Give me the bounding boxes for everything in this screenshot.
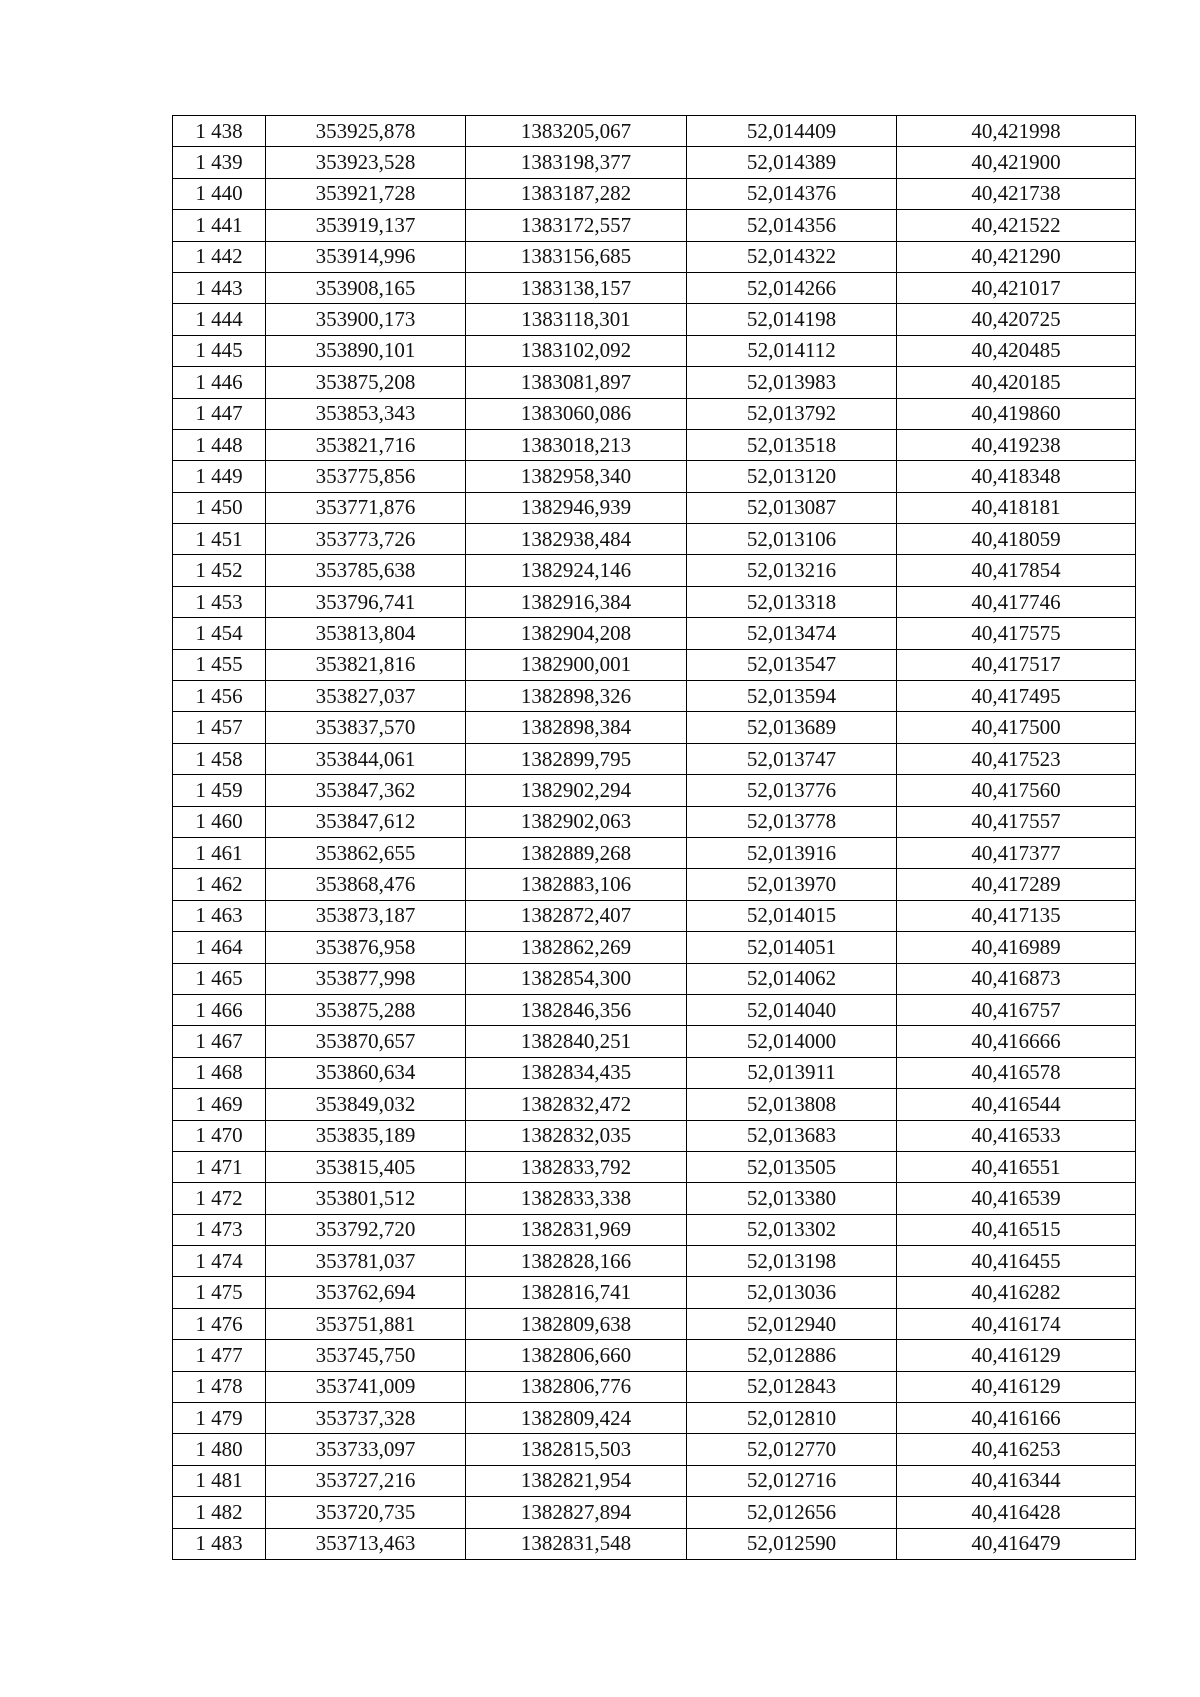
point-number-cell: 1 472 — [173, 1183, 266, 1214]
point-number-cell: 1 457 — [173, 712, 266, 743]
x-coordinate-cell: 353785,638 — [266, 555, 466, 586]
table-row — [173, 994, 1136, 1025]
table-row — [173, 618, 1136, 649]
table-row — [173, 335, 1136, 366]
point-number-cell: 1 482 — [173, 1497, 266, 1528]
table-row — [173, 1528, 1136, 1559]
point-number-cell: 1 461 — [173, 837, 266, 868]
latitude-cell: 52,013380 — [687, 1183, 897, 1214]
table-row — [173, 1497, 1136, 1528]
table-row — [173, 492, 1136, 523]
x-coordinate-cell: 353781,037 — [266, 1246, 466, 1277]
y-coordinate-cell: 1382806,660 — [466, 1340, 687, 1371]
latitude-cell: 52,012940 — [687, 1308, 897, 1339]
x-coordinate-cell: 353862,655 — [266, 837, 466, 868]
latitude-cell: 52,013505 — [687, 1151, 897, 1182]
latitude-cell: 52,014389 — [687, 147, 897, 178]
y-coordinate-cell: 1382889,268 — [466, 837, 687, 868]
latitude-cell: 52,014198 — [687, 304, 897, 335]
y-coordinate-cell: 1382831,969 — [466, 1214, 687, 1245]
longitude-cell: 40,416282 — [897, 1277, 1136, 1308]
point-number-cell: 1 452 — [173, 555, 266, 586]
y-coordinate-cell: 1382898,326 — [466, 681, 687, 712]
point-number-cell: 1 438 — [173, 116, 266, 147]
y-coordinate-cell: 1382898,384 — [466, 712, 687, 743]
table-row — [173, 963, 1136, 994]
longitude-cell: 40,418059 — [897, 524, 1136, 555]
longitude-cell: 40,421522 — [897, 210, 1136, 241]
y-coordinate-cell: 1382827,894 — [466, 1497, 687, 1528]
x-coordinate-cell: 353727,216 — [266, 1465, 466, 1496]
x-coordinate-cell: 353908,165 — [266, 272, 466, 303]
latitude-cell: 52,013970 — [687, 869, 897, 900]
point-number-cell: 1 479 — [173, 1403, 266, 1434]
x-coordinate-cell: 353890,101 — [266, 335, 466, 366]
longitude-cell: 40,420185 — [897, 367, 1136, 398]
y-coordinate-cell: 1382883,106 — [466, 869, 687, 900]
y-coordinate-cell: 1382902,063 — [466, 806, 687, 837]
x-coordinate-cell: 353837,570 — [266, 712, 466, 743]
x-coordinate-cell: 353844,061 — [266, 743, 466, 774]
latitude-cell: 52,012656 — [687, 1497, 897, 1528]
point-number-cell: 1 466 — [173, 994, 266, 1025]
point-number-cell: 1 478 — [173, 1371, 266, 1402]
longitude-cell: 40,417523 — [897, 743, 1136, 774]
point-number-cell: 1 456 — [173, 681, 266, 712]
table-row — [173, 241, 1136, 272]
point-number-cell: 1 439 — [173, 147, 266, 178]
latitude-cell: 52,014062 — [687, 963, 897, 994]
longitude-cell: 40,417500 — [897, 712, 1136, 743]
table-row — [173, 555, 1136, 586]
latitude-cell: 52,012770 — [687, 1434, 897, 1465]
point-number-cell: 1 459 — [173, 775, 266, 806]
y-coordinate-cell: 1383198,377 — [466, 147, 687, 178]
longitude-cell: 40,416129 — [897, 1371, 1136, 1402]
table-row — [173, 1214, 1136, 1245]
latitude-cell: 52,013776 — [687, 775, 897, 806]
latitude-cell: 52,012886 — [687, 1340, 897, 1371]
latitude-cell: 52,013778 — [687, 806, 897, 837]
latitude-cell: 52,013106 — [687, 524, 897, 555]
longitude-cell: 40,421017 — [897, 272, 1136, 303]
longitude-cell: 40,419238 — [897, 429, 1136, 460]
point-number-cell: 1 475 — [173, 1277, 266, 1308]
point-number-cell: 1 460 — [173, 806, 266, 837]
longitude-cell: 40,417289 — [897, 869, 1136, 900]
point-number-cell: 1 450 — [173, 492, 266, 523]
x-coordinate-cell: 353821,716 — [266, 429, 466, 460]
latitude-cell: 52,014040 — [687, 994, 897, 1025]
latitude-cell: 52,014409 — [687, 116, 897, 147]
point-number-cell: 1 473 — [173, 1214, 266, 1245]
table-row — [173, 1465, 1136, 1496]
table-row — [173, 524, 1136, 555]
latitude-cell: 52,013747 — [687, 743, 897, 774]
longitude-cell: 40,416544 — [897, 1089, 1136, 1120]
longitude-cell: 40,418348 — [897, 461, 1136, 492]
longitude-cell: 40,416989 — [897, 932, 1136, 963]
point-number-cell: 1 442 — [173, 241, 266, 272]
y-coordinate-cell: 1382832,035 — [466, 1120, 687, 1151]
y-coordinate-cell: 1382809,638 — [466, 1308, 687, 1339]
table-row — [173, 712, 1136, 743]
latitude-cell: 52,013198 — [687, 1246, 897, 1277]
point-number-cell: 1 469 — [173, 1089, 266, 1120]
x-coordinate-cell: 353773,726 — [266, 524, 466, 555]
table-row — [173, 147, 1136, 178]
table-row — [173, 932, 1136, 963]
table-row — [173, 272, 1136, 303]
table-row — [173, 210, 1136, 241]
x-coordinate-cell: 353713,463 — [266, 1528, 466, 1559]
latitude-cell: 52,013594 — [687, 681, 897, 712]
y-coordinate-cell: 1382900,001 — [466, 649, 687, 680]
latitude-cell: 52,013120 — [687, 461, 897, 492]
table-row — [173, 586, 1136, 617]
y-coordinate-cell: 1383172,557 — [466, 210, 687, 241]
table-row — [173, 178, 1136, 209]
x-coordinate-cell: 353827,037 — [266, 681, 466, 712]
point-number-cell: 1 476 — [173, 1308, 266, 1339]
x-coordinate-cell: 353815,405 — [266, 1151, 466, 1182]
y-coordinate-cell: 1382833,792 — [466, 1151, 687, 1182]
table-row — [173, 1151, 1136, 1182]
table-row — [173, 1403, 1136, 1434]
longitude-cell: 40,417746 — [897, 586, 1136, 617]
x-coordinate-cell: 353821,816 — [266, 649, 466, 680]
latitude-cell: 52,013087 — [687, 492, 897, 523]
latitude-cell: 52,014015 — [687, 900, 897, 931]
table-row — [173, 367, 1136, 398]
y-coordinate-cell: 1382828,166 — [466, 1246, 687, 1277]
y-coordinate-cell: 1382899,795 — [466, 743, 687, 774]
x-coordinate-cell: 353876,958 — [266, 932, 466, 963]
point-number-cell: 1 464 — [173, 932, 266, 963]
latitude-cell: 52,013689 — [687, 712, 897, 743]
y-coordinate-cell: 1382872,407 — [466, 900, 687, 931]
latitude-cell: 52,014051 — [687, 932, 897, 963]
y-coordinate-cell: 1383060,086 — [466, 398, 687, 429]
longitude-cell: 40,416129 — [897, 1340, 1136, 1371]
x-coordinate-cell: 353771,876 — [266, 492, 466, 523]
point-number-cell: 1 440 — [173, 178, 266, 209]
point-number-cell: 1 468 — [173, 1057, 266, 1088]
longitude-cell: 40,421900 — [897, 147, 1136, 178]
longitude-cell: 40,416455 — [897, 1246, 1136, 1277]
x-coordinate-cell: 353860,634 — [266, 1057, 466, 1088]
x-coordinate-cell: 353870,657 — [266, 1026, 466, 1057]
x-coordinate-cell: 353875,208 — [266, 367, 466, 398]
y-coordinate-cell: 1382832,472 — [466, 1089, 687, 1120]
latitude-cell: 52,013547 — [687, 649, 897, 680]
point-number-cell: 1 474 — [173, 1246, 266, 1277]
longitude-cell: 40,417575 — [897, 618, 1136, 649]
point-number-cell: 1 480 — [173, 1434, 266, 1465]
point-number-cell: 1 448 — [173, 429, 266, 460]
table-row — [173, 869, 1136, 900]
longitude-cell: 40,421998 — [897, 116, 1136, 147]
point-number-cell: 1 483 — [173, 1528, 266, 1559]
table-row — [173, 1120, 1136, 1151]
latitude-cell: 52,014322 — [687, 241, 897, 272]
latitude-cell: 52,012810 — [687, 1403, 897, 1434]
longitude-cell: 40,416174 — [897, 1308, 1136, 1339]
y-coordinate-cell: 1382904,208 — [466, 618, 687, 649]
point-number-cell: 1 445 — [173, 335, 266, 366]
x-coordinate-cell: 353925,878 — [266, 116, 466, 147]
x-coordinate-cell: 353914,996 — [266, 241, 466, 272]
table-row — [173, 304, 1136, 335]
table-row — [173, 900, 1136, 931]
latitude-cell: 52,013683 — [687, 1120, 897, 1151]
point-number-cell: 1 467 — [173, 1026, 266, 1057]
point-number-cell: 1 453 — [173, 586, 266, 617]
table-row — [173, 649, 1136, 680]
y-coordinate-cell: 1383102,092 — [466, 335, 687, 366]
table-row — [173, 1434, 1136, 1465]
y-coordinate-cell: 1382958,340 — [466, 461, 687, 492]
y-coordinate-cell: 1382840,251 — [466, 1026, 687, 1057]
y-coordinate-cell: 1382821,954 — [466, 1465, 687, 1496]
point-number-cell: 1 477 — [173, 1340, 266, 1371]
latitude-cell: 52,014266 — [687, 272, 897, 303]
latitude-cell: 52,013983 — [687, 367, 897, 398]
longitude-cell: 40,419860 — [897, 398, 1136, 429]
longitude-cell: 40,416166 — [897, 1403, 1136, 1434]
x-coordinate-cell: 353801,512 — [266, 1183, 466, 1214]
point-number-cell: 1 444 — [173, 304, 266, 335]
longitude-cell: 40,416757 — [897, 994, 1136, 1025]
latitude-cell: 52,013911 — [687, 1057, 897, 1088]
table-row — [173, 1308, 1136, 1339]
y-coordinate-cell: 1382902,294 — [466, 775, 687, 806]
x-coordinate-cell: 353762,694 — [266, 1277, 466, 1308]
table-row — [173, 1246, 1136, 1277]
table-row — [173, 743, 1136, 774]
x-coordinate-cell: 353853,343 — [266, 398, 466, 429]
x-coordinate-cell: 353919,137 — [266, 210, 466, 241]
longitude-cell: 40,417517 — [897, 649, 1136, 680]
longitude-cell: 40,416539 — [897, 1183, 1136, 1214]
x-coordinate-cell: 353720,735 — [266, 1497, 466, 1528]
longitude-cell: 40,421738 — [897, 178, 1136, 209]
longitude-cell: 40,420725 — [897, 304, 1136, 335]
latitude-cell: 52,014376 — [687, 178, 897, 209]
y-coordinate-cell: 1383081,897 — [466, 367, 687, 398]
latitude-cell: 52,014356 — [687, 210, 897, 241]
y-coordinate-cell: 1383118,301 — [466, 304, 687, 335]
y-coordinate-cell: 1383187,282 — [466, 178, 687, 209]
x-coordinate-cell: 353745,750 — [266, 1340, 466, 1371]
y-coordinate-cell: 1383205,067 — [466, 116, 687, 147]
y-coordinate-cell: 1383018,213 — [466, 429, 687, 460]
point-number-cell: 1 443 — [173, 272, 266, 303]
coordinates-table — [172, 115, 1136, 1560]
point-number-cell: 1 470 — [173, 1120, 266, 1151]
point-number-cell: 1 441 — [173, 210, 266, 241]
coordinates-table-body — [173, 116, 1136, 1560]
latitude-cell: 52,014112 — [687, 335, 897, 366]
latitude-cell: 52,013318 — [687, 586, 897, 617]
point-number-cell: 1 471 — [173, 1151, 266, 1182]
x-coordinate-cell: 353849,032 — [266, 1089, 466, 1120]
latitude-cell: 52,013808 — [687, 1089, 897, 1120]
table-row — [173, 1026, 1136, 1057]
table-row — [173, 1183, 1136, 1214]
longitude-cell: 40,416578 — [897, 1057, 1136, 1088]
longitude-cell: 40,416873 — [897, 963, 1136, 994]
y-coordinate-cell: 1382846,356 — [466, 994, 687, 1025]
latitude-cell: 52,013916 — [687, 837, 897, 868]
longitude-cell: 40,416666 — [897, 1026, 1136, 1057]
x-coordinate-cell: 353873,187 — [266, 900, 466, 931]
x-coordinate-cell: 353741,009 — [266, 1371, 466, 1402]
longitude-cell: 40,417377 — [897, 837, 1136, 868]
table-row — [173, 398, 1136, 429]
point-number-cell: 1 481 — [173, 1465, 266, 1496]
table-row — [173, 837, 1136, 868]
longitude-cell: 40,416428 — [897, 1497, 1136, 1528]
table-row — [173, 1277, 1136, 1308]
x-coordinate-cell: 353775,856 — [266, 461, 466, 492]
longitude-cell: 40,417135 — [897, 900, 1136, 931]
table-row — [173, 461, 1136, 492]
x-coordinate-cell: 353900,173 — [266, 304, 466, 335]
point-number-cell: 1 449 — [173, 461, 266, 492]
x-coordinate-cell: 353737,328 — [266, 1403, 466, 1434]
y-coordinate-cell: 1382938,484 — [466, 524, 687, 555]
latitude-cell: 52,013518 — [687, 429, 897, 460]
latitude-cell: 52,012590 — [687, 1528, 897, 1559]
point-number-cell: 1 458 — [173, 743, 266, 774]
x-coordinate-cell: 353835,189 — [266, 1120, 466, 1151]
longitude-cell: 40,417495 — [897, 681, 1136, 712]
latitude-cell: 52,014000 — [687, 1026, 897, 1057]
x-coordinate-cell: 353877,998 — [266, 963, 466, 994]
x-coordinate-cell: 353751,881 — [266, 1308, 466, 1339]
longitude-cell: 40,418181 — [897, 492, 1136, 523]
y-coordinate-cell: 1382806,776 — [466, 1371, 687, 1402]
point-number-cell: 1 447 — [173, 398, 266, 429]
x-coordinate-cell: 353875,288 — [266, 994, 466, 1025]
table-row — [173, 1340, 1136, 1371]
latitude-cell: 52,013036 — [687, 1277, 897, 1308]
y-coordinate-cell: 1382862,269 — [466, 932, 687, 963]
longitude-cell: 40,416551 — [897, 1151, 1136, 1182]
latitude-cell: 52,013474 — [687, 618, 897, 649]
point-number-cell: 1 451 — [173, 524, 266, 555]
x-coordinate-cell: 353847,612 — [266, 806, 466, 837]
longitude-cell: 40,417557 — [897, 806, 1136, 837]
y-coordinate-cell: 1382854,300 — [466, 963, 687, 994]
x-coordinate-cell: 353813,804 — [266, 618, 466, 649]
longitude-cell: 40,421290 — [897, 241, 1136, 272]
table-row — [173, 116, 1136, 147]
y-coordinate-cell: 1382916,384 — [466, 586, 687, 617]
point-number-cell: 1 446 — [173, 367, 266, 398]
point-number-cell: 1 463 — [173, 900, 266, 931]
y-coordinate-cell: 1382833,338 — [466, 1183, 687, 1214]
longitude-cell: 40,416479 — [897, 1528, 1136, 1559]
x-coordinate-cell: 353847,362 — [266, 775, 466, 806]
table-row — [173, 1371, 1136, 1402]
x-coordinate-cell: 353868,476 — [266, 869, 466, 900]
y-coordinate-cell: 1382834,435 — [466, 1057, 687, 1088]
y-coordinate-cell: 1383138,157 — [466, 272, 687, 303]
y-coordinate-cell: 1382946,939 — [466, 492, 687, 523]
point-number-cell: 1 454 — [173, 618, 266, 649]
longitude-cell: 40,416515 — [897, 1214, 1136, 1245]
table-row — [173, 429, 1136, 460]
longitude-cell: 40,420485 — [897, 335, 1136, 366]
latitude-cell: 52,013792 — [687, 398, 897, 429]
y-coordinate-cell: 1382816,741 — [466, 1277, 687, 1308]
x-coordinate-cell: 353792,720 — [266, 1214, 466, 1245]
longitude-cell: 40,417560 — [897, 775, 1136, 806]
longitude-cell: 40,416533 — [897, 1120, 1136, 1151]
longitude-cell: 40,416253 — [897, 1434, 1136, 1465]
point-number-cell: 1 462 — [173, 869, 266, 900]
latitude-cell: 52,012843 — [687, 1371, 897, 1402]
table-row — [173, 775, 1136, 806]
y-coordinate-cell: 1383156,685 — [466, 241, 687, 272]
y-coordinate-cell: 1382815,503 — [466, 1434, 687, 1465]
longitude-cell: 40,416344 — [897, 1465, 1136, 1496]
table-row — [173, 1089, 1136, 1120]
table-row — [173, 1057, 1136, 1088]
y-coordinate-cell: 1382831,548 — [466, 1528, 687, 1559]
latitude-cell: 52,013216 — [687, 555, 897, 586]
table-row — [173, 681, 1136, 712]
point-number-cell: 1 465 — [173, 963, 266, 994]
x-coordinate-cell: 353796,741 — [266, 586, 466, 617]
y-coordinate-cell: 1382924,146 — [466, 555, 687, 586]
table-row — [173, 806, 1136, 837]
latitude-cell: 52,013302 — [687, 1214, 897, 1245]
y-coordinate-cell: 1382809,424 — [466, 1403, 687, 1434]
point-number-cell: 1 455 — [173, 649, 266, 680]
x-coordinate-cell: 353733,097 — [266, 1434, 466, 1465]
longitude-cell: 40,417854 — [897, 555, 1136, 586]
latitude-cell: 52,012716 — [687, 1465, 897, 1496]
x-coordinate-cell: 353923,528 — [266, 147, 466, 178]
x-coordinate-cell: 353921,728 — [266, 178, 466, 209]
